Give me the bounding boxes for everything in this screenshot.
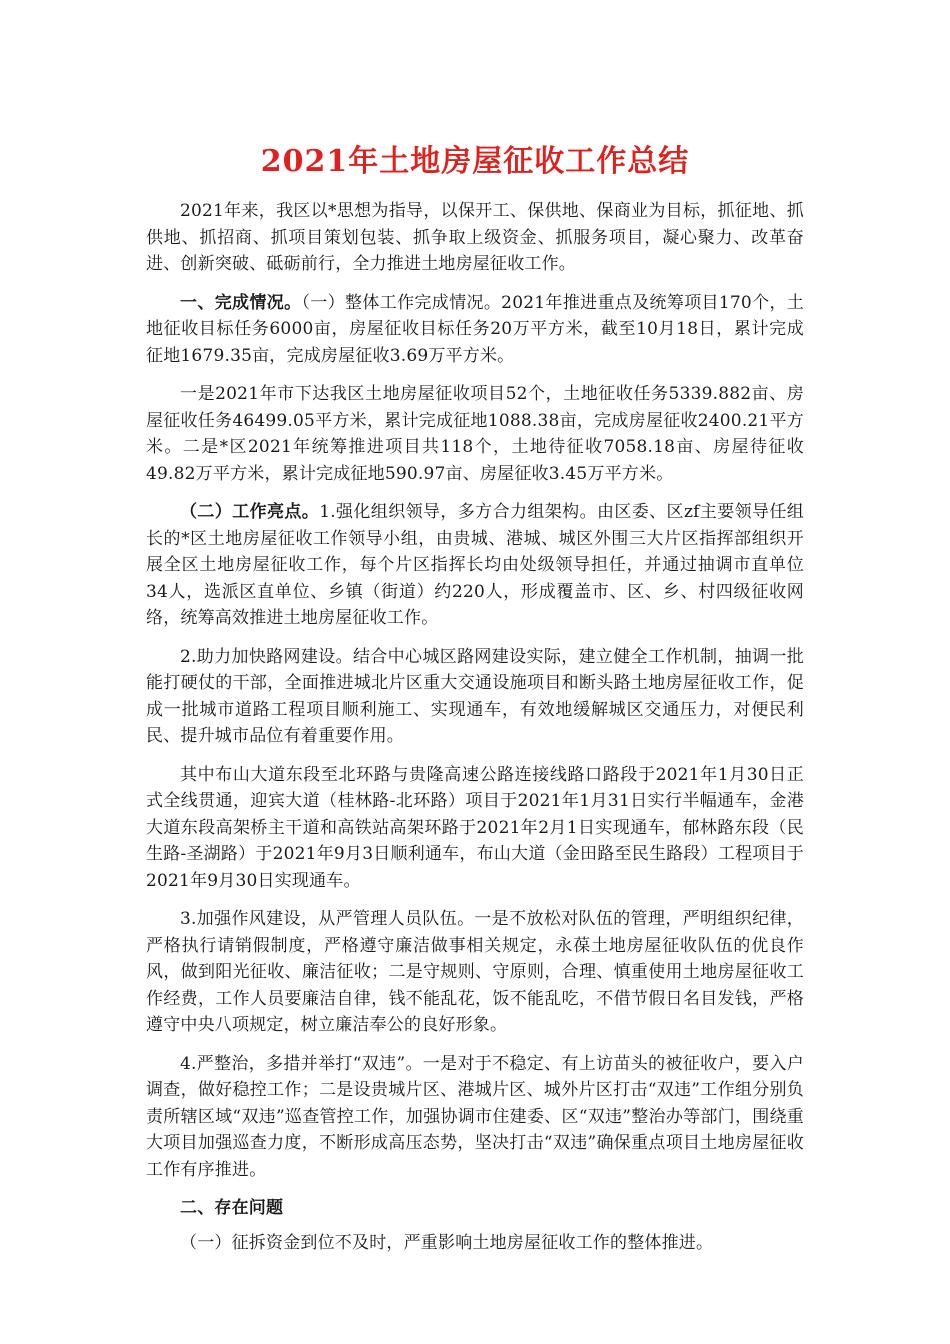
document-title: 2021年土地房屋征收工作总结 <box>260 144 690 179</box>
highlights-paragraph <box>146 499 804 632</box>
highlights-text: 1.强化组织领导，多方合力组架构。由区委、区zf主要领导任组长的*区土地房屋征收工作领导小组，由贵城、港城、城区外围三大片区指挥部组织开展全区土地房屋征收工作，每个片区指挥长均由处级领导担任，并通过抽调市直单位34人，选派区直单位、乡镇（街道）约220人，形成覆盖市、区、乡、村四级征收网络，统筹高效推进土地房屋征收工作。 <box>146 502 804 628</box>
item2-paragraph: 2.助力加快路网建设。结合中心城区路网建设实际，建立健全工作机制，抽调一批能打硬仗的干部，全面推进城北片区重大交通设施项目和断头路土地房屋征收工作，促成一批城市道路工程项目顺利施工、实现通车，有效地缓解城区交通压力，对便民利民、提升城市品位有着重要作用。 <box>146 646 804 746</box>
intro-paragraph: 2021年来，我区以*思想为指导，以保开工、保供地、保商业为目标，抓征地、抓供地、抓招商、抓项目策划包装、抓争取上级资金、抓服务项目，凝心聚力、改革奋进、创新突破、砥砺前行，全力推进土地房屋征收工作。 <box>146 201 804 274</box>
item2-detail-paragraph: 其中布山大道东段至北环路与贵隆高速公路连接线路口路段于2021年1月30日正式全线贯通，迎宾大道（桂林路-北环路）项目于2021年1月31日实行半幅通车，金港大道东段高架桥主干道和高铁站高架环路于2021年2月1日实现通车，郁林路东段（民生路-圣湖路）于2021年9月3日顺利通车，布山大道（金田路至民生路段）工程项目于2021年9月30日实现通车。 <box>146 764 804 891</box>
section1-paragraph <box>146 290 804 370</box>
section2-item1-paragraph: （一）征拆资金到位不及时，严重影响土地房屋征收工作的整体推进。 <box>180 1232 714 1253</box>
section1-text: （一）整体工作完成情况。2021年推进重点及统筹项目170个，土地征收目标任务6000亩，房屋征收目标任务20万平方米，截至10月18日，累计完成征地1679.35亩，完成房屋征收3.69万平方米。 <box>146 292 804 366</box>
highlights-heading: （二）工作亮点。 <box>180 502 320 522</box>
item4-paragraph: 4.严整治，多措并举打“双违”。一是对于不稳定、有上访苗头的被征收户，要入户调查，做好稳控工作；二是设贵城片区、港城片区、城外片区打击“双违”工作组分别负责所辖区域“双违”巡查管控工作，加强协调市住建委、区“双违”整治办等部门，围绕重大项目加强巡查力度，不断形成高压态势，坚决打击“双违”确保重点项目土地房屋征收工作有序推进。 <box>146 1053 804 1180</box>
section1-heading: 一、完成情况。 <box>180 292 302 313</box>
item3-paragraph: 3.加强作风建设，从严管理人员队伍。一是不放松对队伍的管理，严明组织纪律，严格执行请销假制度，严格遵守廉洁做事相关规定，永葆土地房屋征收队伍的优良作风，做到阳光征收、廉洁征收；二是守规则、守原则，合理、慎重使用土地房屋征收工作经费，工作人员要廉洁自律，钱不能乱花，饭不能乱吃，不借节假日名目发钱，严格遵守中央八项规定，树立廉洁奉公的良好形象。 <box>146 909 804 1035</box>
section2-heading-paragraph <box>146 1195 804 1222</box>
section2-heading: 二、存在问题 <box>180 1198 284 1218</box>
detail-paragraph: 一是2021年市下达我区土地房屋征收项目52个，土地征收任务5339.882亩、房屋征收任务46499.05平方米，累计完成征地1088.38亩，完成房屋征收2400.21平方米。二是*区2021年统筹推进项目共118个，土地待征收7058.18亩、房屋待征收49.82万平方米，累计完成征地590.97亩、房屋征收3.45万平方米。 <box>146 384 804 484</box>
